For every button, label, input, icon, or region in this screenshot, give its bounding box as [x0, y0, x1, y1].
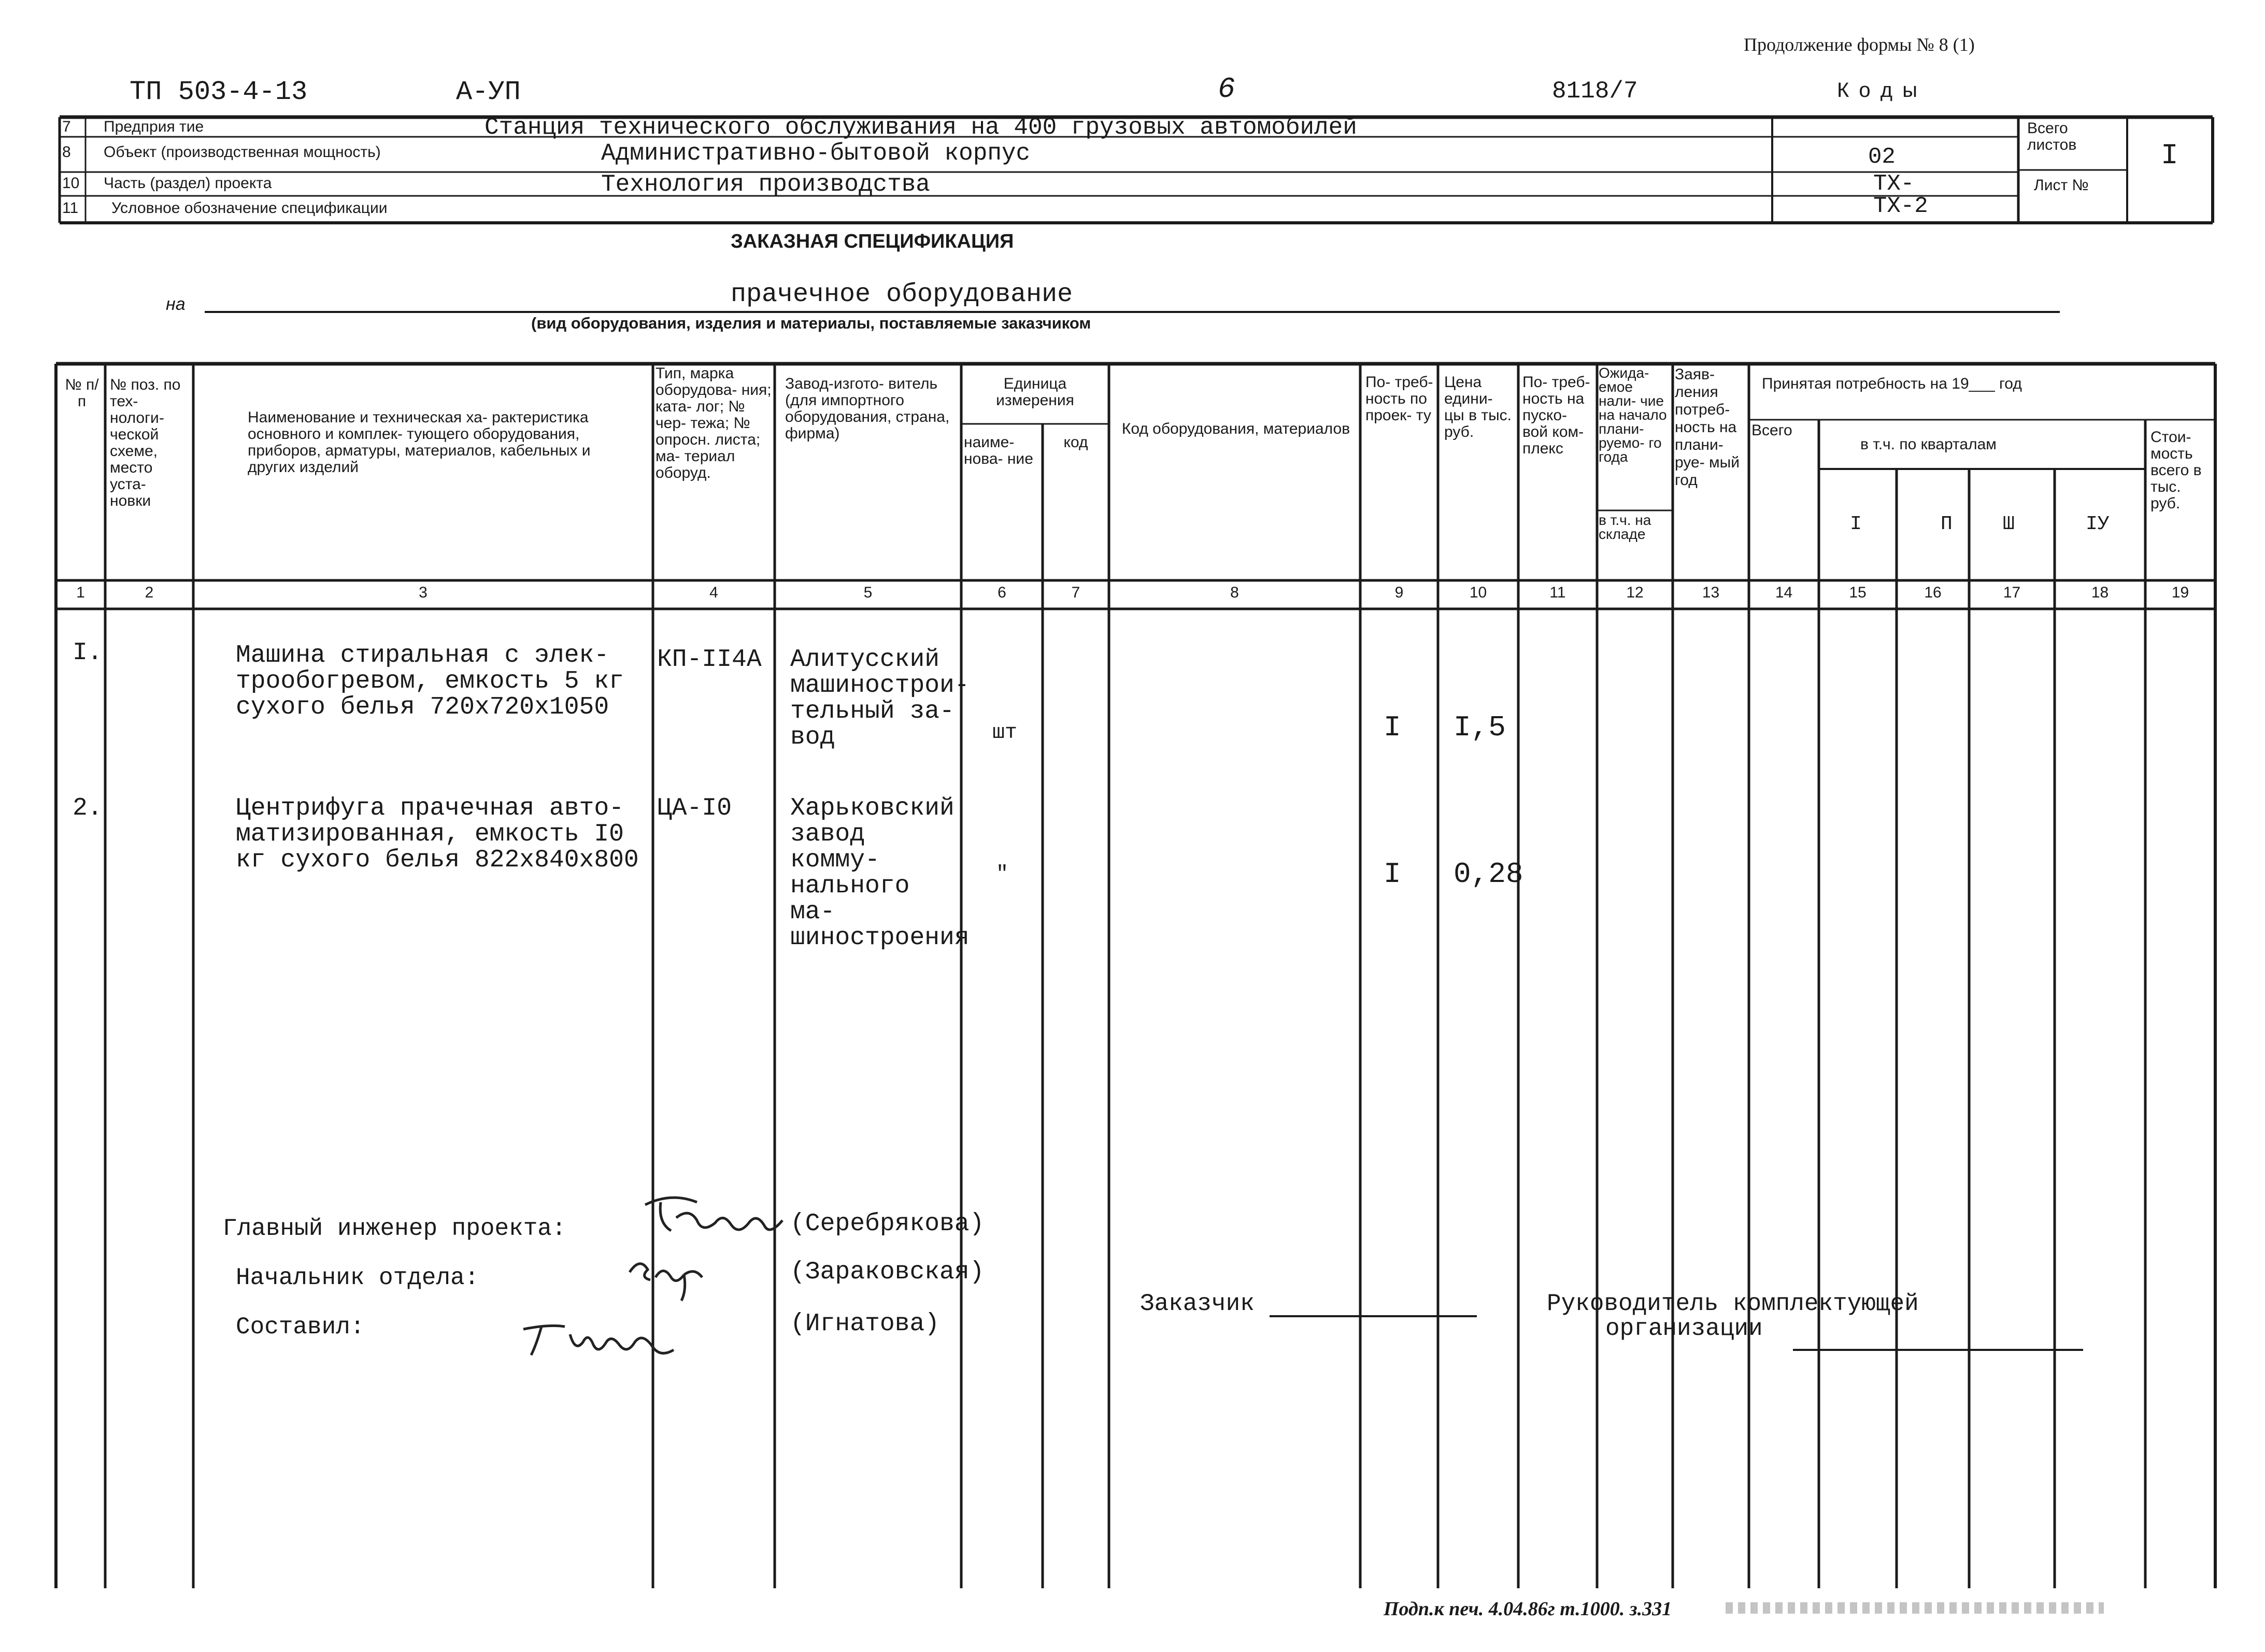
form-continuation-note: Продолжение формы № 8 (1): [1744, 34, 1975, 55]
row-2-price: 0,28: [1454, 858, 1523, 891]
column-number-13: 13: [1702, 584, 1720, 601]
header-expected: Ожида- емое нали- чие на начало плани- руемо- го года: [1599, 365, 1667, 465]
spec-subject: прачечное оборудование: [731, 280, 1073, 309]
row-2-number: 2.: [73, 794, 103, 822]
sheet-no-label: Лист №: [2034, 177, 2089, 194]
spec-title: ЗАКАЗНАЯ СПЕЦИФИКАЦИЯ: [731, 231, 1014, 252]
designation-label: Условное обозначение спецификации: [111, 200, 388, 217]
column-number-4: 4: [709, 584, 718, 601]
header-declared-need: Заяв- ления потреб- ность на плани- руе- мый год: [1675, 366, 1740, 489]
author-name: (Игнатова): [790, 1310, 940, 1338]
object-label: Объект (производственная мощность): [104, 144, 381, 161]
row-number-10: 10: [62, 175, 80, 192]
header-need-project: По- треб- ность по проек- ту: [1365, 374, 1433, 424]
chief-engineer-label: Главный инженер проекта:: [223, 1215, 566, 1242]
column-number-10: 10: [1469, 584, 1487, 601]
customer-label: Заказчик: [1140, 1290, 1255, 1317]
header-in-stock: в т.ч. на складе: [1599, 512, 1651, 542]
column-number-7: 7: [1071, 584, 1080, 601]
header-q3: Ш: [2003, 513, 2015, 535]
header-need-startup: По- треб- ность на пуско- вой ком- плекс: [1522, 374, 1590, 457]
column-number-12: 12: [1626, 584, 1644, 601]
row-2-type: ЦА-I0: [657, 794, 732, 822]
project-code: ТП 503-4-13: [130, 77, 308, 107]
header-unit-name: наиме- нова- ние: [964, 434, 1033, 467]
header-q1: I: [1850, 513, 1862, 535]
album-code: А-УП: [456, 77, 521, 107]
row-2-name: Центрифуга прачечная авто- матизированная, емкость I0 кг сухого белья 822х840х800: [236, 794, 639, 874]
header-cost-total: Стои- мость всего в тыс. руб.: [2150, 429, 2202, 512]
row-1-type: КП-II4А: [657, 646, 762, 674]
chief-engineer-signature: [640, 1187, 790, 1249]
column-number-1: 1: [76, 584, 85, 601]
row-number-11: 11: [62, 200, 79, 217]
designation-code: ТХ-2: [1873, 193, 1928, 219]
header-row-number: № п/п: [65, 376, 99, 410]
header-accepted-need: Принятая потребность на 19___ год: [1762, 375, 2022, 392]
header-quarters: в т.ч. по кварталам: [1860, 436, 1997, 453]
row-1-quantity: I: [1384, 711, 1401, 744]
header-unit-code: код: [1063, 434, 1088, 451]
row-1-unit: шт: [992, 721, 1018, 745]
column-number-15: 15: [1849, 584, 1867, 601]
column-number-2: 2: [145, 584, 154, 601]
enterprise-value: Станция технического обслуживания на 400 грузовых автомобилей: [485, 114, 1357, 141]
supplier-label-line-1: Руководитель комплектующей: [1547, 1290, 1919, 1317]
faded-footer-text: [1726, 1602, 2104, 1614]
column-number-14: 14: [1775, 584, 1793, 601]
object-code: 02: [1868, 144, 1896, 170]
column-number-16: 16: [1924, 584, 1942, 601]
column-number-19: 19: [2171, 584, 2189, 601]
on-label: на: [166, 294, 186, 314]
chief-engineer-name: (Серебрякова): [790, 1210, 985, 1238]
column-number-9: 9: [1394, 584, 1404, 601]
row-number-8: 8: [62, 144, 71, 161]
section-code: ТХ-: [1873, 171, 1915, 197]
column-number-17: 17: [2003, 584, 2021, 601]
department-head-name: (Зараковская): [790, 1258, 985, 1286]
column-number-18: 18: [2091, 584, 2109, 601]
column-number-11: 11: [1549, 584, 1566, 601]
row-2-manufacturer: Харьковский завод комму- нального ма- шиностроения: [790, 794, 970, 952]
header-unit: Единица измерения: [996, 375, 1074, 409]
header-equipment-code: Код оборудования, материалов: [1121, 420, 1350, 437]
document-number: 8118/7: [1552, 78, 1638, 105]
column-number-6: 6: [998, 584, 1006, 601]
row-2-unit: ": [996, 863, 1009, 886]
row-1-manufacturer: Алитусский машинострои- тельный за- вод: [790, 646, 970, 751]
spec-subject-note: (вид оборудования, изделия и материалы, поставляемые заказчиком: [531, 314, 1091, 332]
header-name: Наименование и техническая ха- рактеристика основного и комплек- тующего оборудования, приборов, арматуры, материалов, кабельных и других изделий: [248, 409, 591, 476]
header-manufacturer: Завод-изгото- витель (для импортного оборудования, страна, фирма): [785, 375, 950, 442]
supplier-label-line-2: организации: [1605, 1315, 1763, 1342]
column-number-5: 5: [863, 584, 873, 601]
header-q4: IУ: [2086, 513, 2110, 535]
column-number-3: 3: [419, 584, 428, 601]
codes-label: К о д ы: [1837, 79, 1919, 102]
enterprise-label: Предприя тие: [104, 118, 204, 135]
sheet-number: 6: [1218, 73, 1235, 106]
print-footer: Подп.к печ. 4.04.86г т.1000. з.331: [1384, 1598, 1672, 1620]
author-label: Составил:: [236, 1314, 365, 1341]
header-q2: П: [1941, 513, 1953, 535]
department-head-signature: [624, 1246, 707, 1303]
object-value: Административно-бытовой корпус: [601, 140, 1031, 167]
header-unit-price: Цена едини- цы в тыс. руб.: [1444, 374, 1512, 440]
section-value: Технология производства: [601, 171, 930, 198]
header-type: Тип, марка оборудова- ния; ката- лог; № чер- тежа; № опросн. листа; ма- териал оборуд.: [656, 365, 772, 481]
row-2-quantity: I: [1384, 858, 1401, 891]
row-number-7: 7: [62, 118, 71, 135]
header-position: № поз. по тех- нологи- ческой схеме, место уста- новки: [110, 376, 181, 509]
total-sheets-label: Всего листов: [2027, 120, 2077, 153]
author-signature: [518, 1314, 684, 1365]
department-head-label: Начальник отдела:: [236, 1264, 479, 1291]
header-total: Всего: [1751, 422, 1792, 439]
section-label: Часть (раздел) проекта: [104, 175, 272, 192]
row-1-number: I.: [73, 639, 103, 667]
row-1-name: Машина стиральная с элек- трообогревом, емкость 5 кг сухого белья 720х720х1050: [236, 642, 624, 721]
row-1-price: I,5: [1454, 711, 1506, 744]
column-number-8: 8: [1230, 584, 1239, 601]
total-sheets-value: I: [2161, 139, 2178, 172]
